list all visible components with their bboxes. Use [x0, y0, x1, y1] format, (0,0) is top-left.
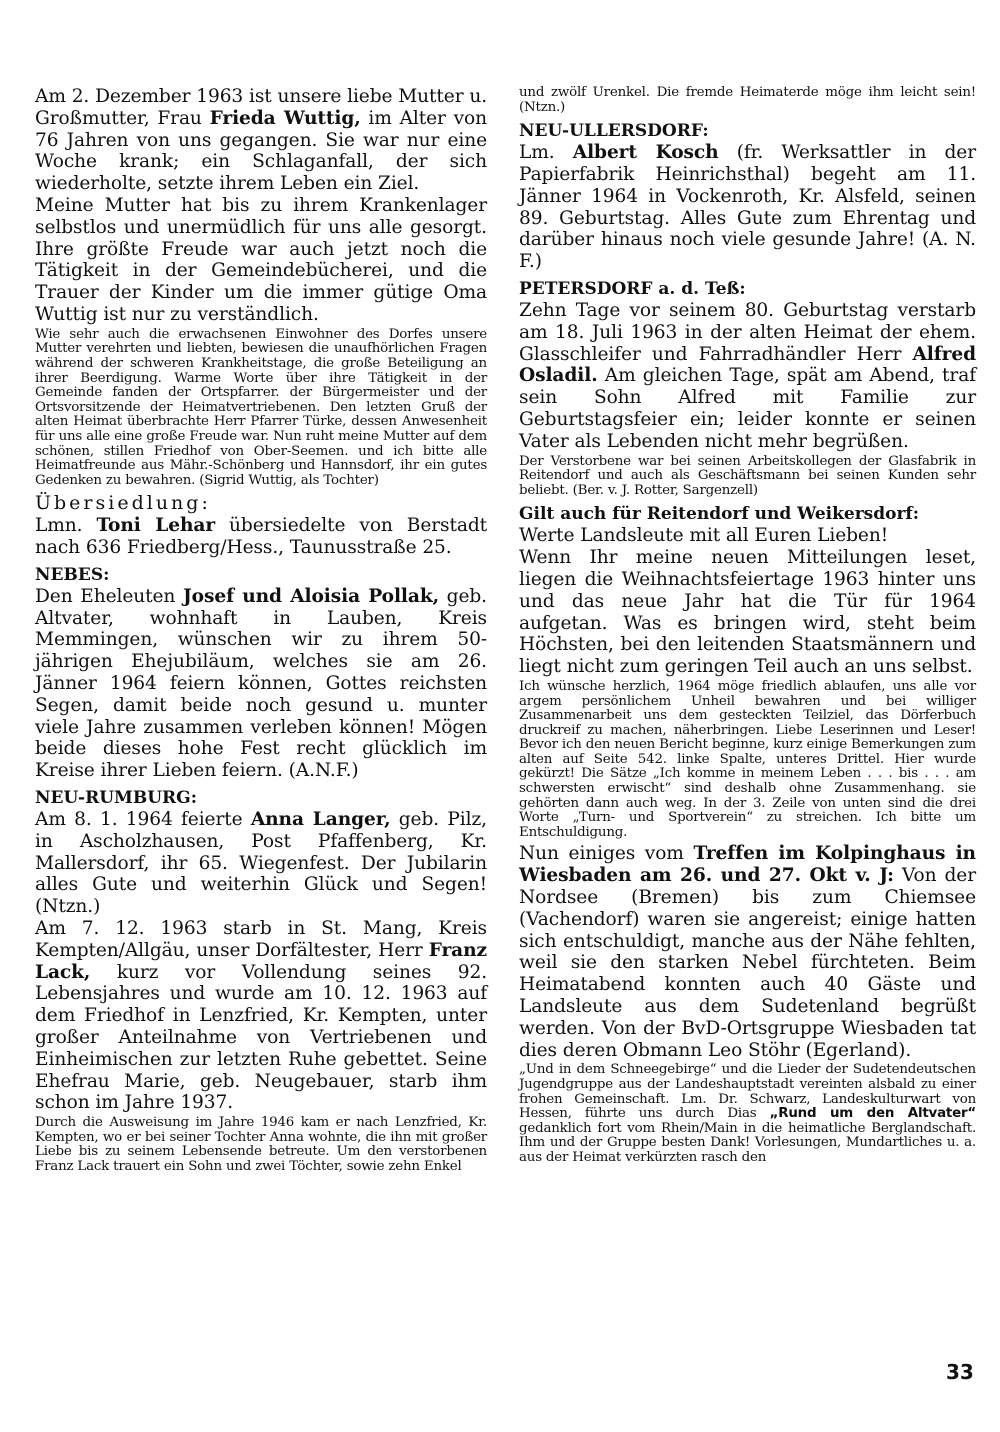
page-number: 33 — [946, 1360, 974, 1384]
text: Der Verstorbene war bei seinen Arbeitskollegen der Glasfabrik in Reitendorf und auch als Geschäftsmann bei seinen Kunden sehr beliebt. (Ber. v. J. Rotter, Sargenzell) — [519, 453, 976, 498]
paragraph — [35, 1116, 487, 1174]
paragraph — [35, 918, 487, 1114]
text: Durch die Ausweisung im Jahre 1946 kam er nach Lenzfried, Kr. Kempten, wo er bei seiner Tochter Anna wohnte, die ihn mit großer Liebe bis zu seinem Lebensende betreute. Um den verstorbenen Franz Lack trauert ein Sohn und zwei Töchter, sowie zehn Enkel — [35, 1115, 487, 1174]
text: Am 8. 1. 1964 feierte — [35, 809, 251, 831]
bold-text: Frieda Wuttig, — [209, 107, 361, 129]
bold-text: Josef und Aloisia Pollak, — [182, 585, 439, 607]
text: Am gleichen Tage, spät am Abend, traf sein Sohn Alfred mit Familie zur Geburtstagsfeier ein; leider konnte er seinen Vater als Lebenden nicht mehr begrüßen. — [519, 365, 976, 452]
section-heading — [519, 120, 976, 142]
bold-text: Albert Kosch — [572, 142, 719, 164]
bold-text: Alfred Osladil. — [519, 343, 976, 387]
bold-text: Toni Lehar — [96, 515, 216, 537]
paragraph — [35, 515, 487, 559]
bold-text: Anna Langer, — [250, 809, 391, 831]
paragraph — [35, 586, 487, 782]
paragraph — [519, 142, 976, 273]
text: „Und in dem Schneegebirge“ und die Lieder der Sudetendeutschen Jugendgruppe aus der Landeshauptstadt vereinten alsbald zu einer frohen Gemeinschaft. Lm. Dr. Schwarz, Landeskulturwart von Hessen, führte uns durch Dias — [519, 1062, 976, 1122]
paragraph — [519, 455, 976, 499]
text: NEU-RUMBURG: — [35, 788, 197, 809]
text: NEU-ULLERSDORF: — [519, 121, 709, 142]
text: und zwölf Urenkel. Die fremde Heimaterde möge ihm leicht sein! (Ntzn.) — [519, 85, 976, 115]
section-heading — [519, 503, 976, 525]
text: Am 7. 12. 1963 starb in St. Mang, Kreis Kempten/Allgäu, unser Dorfältester, Herr — [35, 918, 487, 961]
text: Am 2. Dezember 1963 ist unsere liebe Mutter u. Großmutter, Frau — [35, 86, 487, 129]
text: NEBES: — [35, 564, 110, 585]
paragraph — [519, 1063, 976, 1165]
text: geb. Altvater, wohnhaft in Lauben, Kreis Memmingen, wünschen wir zu ihrem 50-jährigen Ehejubiläum, welches sie am 26. Jänner 1964 feiern können, Gottes reichsten Segen, damit beide noch gesund u. munter viele Jahre zusammen verleben können! Mögen beide dieses hohe Fest recht glücklich im Kreise ihrer Lieben feiern. (A.N.F.) — [35, 585, 487, 782]
paragraph — [519, 843, 976, 1061]
text: Wenn Ihr meine neuen Mitteilungen leset, liegen die Weihnachtsfeiertage 1963 hinter uns und das neue Jahr hat die Tür für 1964 aufgetan. Was es bringen wird, steht beim Höchsten, bei den leitenden Staatsmännern und liegt nicht zum geringen Teil auch an uns selbst. — [519, 547, 976, 678]
paragraph — [519, 547, 976, 678]
text: Lm. — [519, 142, 573, 164]
text: übersiedelte von Berstadt nach 636 Friedberg/Hess., Taunusstraße 25. — [35, 515, 487, 559]
paragraph — [519, 86, 976, 115]
text: Meine Mutter hat bis zu ihrem Krankenlager selbstlos und unermüdlich für uns alle gesorgt. Ihre größte Freude war auch jetzt noch die Tätigkeit in der Gemeindebücherei, und die Trauer der Kinder um die immer gütige Oma Wuttig ist nur zu verständlich. — [35, 194, 487, 325]
section-heading — [519, 278, 976, 300]
paragraph — [35, 328, 487, 489]
right-column — [519, 84, 976, 1169]
text: Den Eheleuten — [35, 585, 183, 607]
paragraph — [35, 809, 487, 918]
paragraph — [35, 86, 487, 195]
left-column — [35, 86, 487, 1178]
text: Von der Nordsee (Bremen) bis zum Chiemsee (Vachendorf) waren sie angereist; einige hatten sich entschuldigt, manche aus der Nähe fehlten, weil sie den starken Nebel fürchteten. Beim Heimatabend konnten auch 40 Gäste und Landsleute aus dem Sudetenland begrüßt werden. Von der BvD-Ortsgruppe Wiesbaden tat dies deren Obmann Leo Stöhr (Egerland). — [519, 865, 976, 1061]
text: kurz vor Vollendung seines 92. Lebensjahres und wurde am 10. 12. 1963 auf dem Friedhof in Lenzfried, Kr. Kempten, unter großer Anteilnahme von Vertriebenen und Einheimischen zur letzten Ruhe gebettet. Seine Ehefrau Marie, geb. Neugebauer, starb ihm schon im Jahre 1937. — [35, 961, 487, 1114]
section-heading — [35, 564, 487, 586]
section-heading — [35, 491, 487, 515]
text: Nun einiges vom — [519, 843, 694, 865]
section-heading — [35, 787, 487, 809]
text: Werte Landsleute mit all Euren Lieben! — [519, 525, 889, 547]
bold-text: „Rund um den Altvater“ — [769, 1106, 977, 1122]
text: Zehn Tage vor seinem 80. Geburtstag verstarb am 18. Juli 1963 in der alten Heimat der ehem. Glasschleifer und Fahrradhändler Herr — [519, 299, 976, 365]
paragraph — [519, 300, 976, 453]
paragraph — [519, 525, 976, 547]
text: Lmn. — [35, 515, 97, 537]
paragraph — [519, 680, 976, 841]
text: PETERSDORF a. d. Teß: — [519, 278, 746, 299]
text: Übersiedlung: — [35, 492, 211, 515]
text: geb. Pilz, in Ascholzhausen, Post Pfaffenberg, Kr. Mallersdorf, ihr 65. Wiegenfest. Der Jubilarin alles Gute und weiterhin Glück und Segen! (Ntzn.) — [35, 809, 487, 918]
text: gedanklich fort vom Rhein/Main in die heimatliche Berglandschaft. Ihm und der Gruppe besten Dank! Vorlesungen, Mundartliches u. a. aus der Heimat verkürzten rasch den — [519, 1120, 976, 1165]
paragraph — [35, 195, 487, 326]
text: Gilt auch für Reitendorf und Weikersdorf: — [519, 504, 919, 525]
text: im Alter von 76 Jahren von uns gegangen. Sie war nur eine Woche krank; ein Schlaganfall, der sich wiederholte, setzte ihrem Leben ein Ziel. — [35, 107, 487, 195]
bold-text: Franz Lack, — [35, 939, 487, 983]
bold-text: Treffen im Kolpinghaus in Wiesbaden am 26. und 27. Okt v. J: — [519, 843, 976, 887]
text: (fr. Werksattler in der Papierfabrik Heinrichsthal) begeht am 11. Jänner 1964 in Vockenroth, Kr. Alsfeld, seinen 89. Geburtstag. Alles Gute zum Ehrentag und darüber hinaus noch viele gesunde Jahre! (A. N. F.) — [519, 142, 976, 273]
text: Wie sehr auch die erwachsenen Einwohner des Dorfes unsere Mutter verehrten und liebten, bewiesen die unaufhörlichen Fragen während der schweren Krankheitstage, die große Beteiligung an ihrer Beerdigung. Warme Worte über ihre Tätigkeit in der Gemeinde fanden der Ortspfarrer. der Bürgermeister und der Ortsvorsitzende der Heimatvertriebenen. Den letzten Gruß der alten Heimat überbrachte Herr Pfarrer Türke, dessen Anwesenheit für uns alle eine große Freude war. Nun ruht meine Mutter auf dem schönen, stillen Friedhof von Ober-Seemen. und ich bitte alle Heimatfreunde aus Mähr.-Schönberg und Hannsdorf, ihr ein gutes Gedenken zu bewahren. (Sigrid Wuttig, als Tochter) — [35, 326, 487, 488]
text: Ich wünsche herzlich, 1964 möge friedlich ablaufen, uns alle vor argem persönlichem Unheil bewahren und bei williger Zusammenarbeit uns dem gesteckten Teilziel, das Dörferbuch druckreif zu machen, näherbringen. Liebe Leserinnen und Leser! Bevor ich den neuen Bericht beginne, kurz einige Bemerkungen zum alten auf Seite 542. linke Spalte, unteres Drittel. Hier wurde gekürzt! Die Sätze „Ich komme in meinem Leben . . . bis . . . am schwersten erwischt“ sind deshalb ohne Zusammenhang. sie gehörten dann auch weg. In der 3. Zeile von unten sind die drei Worte „Turn- und Sportverein“ zu streichen. Ich bitte um Entschuldigung. — [519, 678, 976, 840]
